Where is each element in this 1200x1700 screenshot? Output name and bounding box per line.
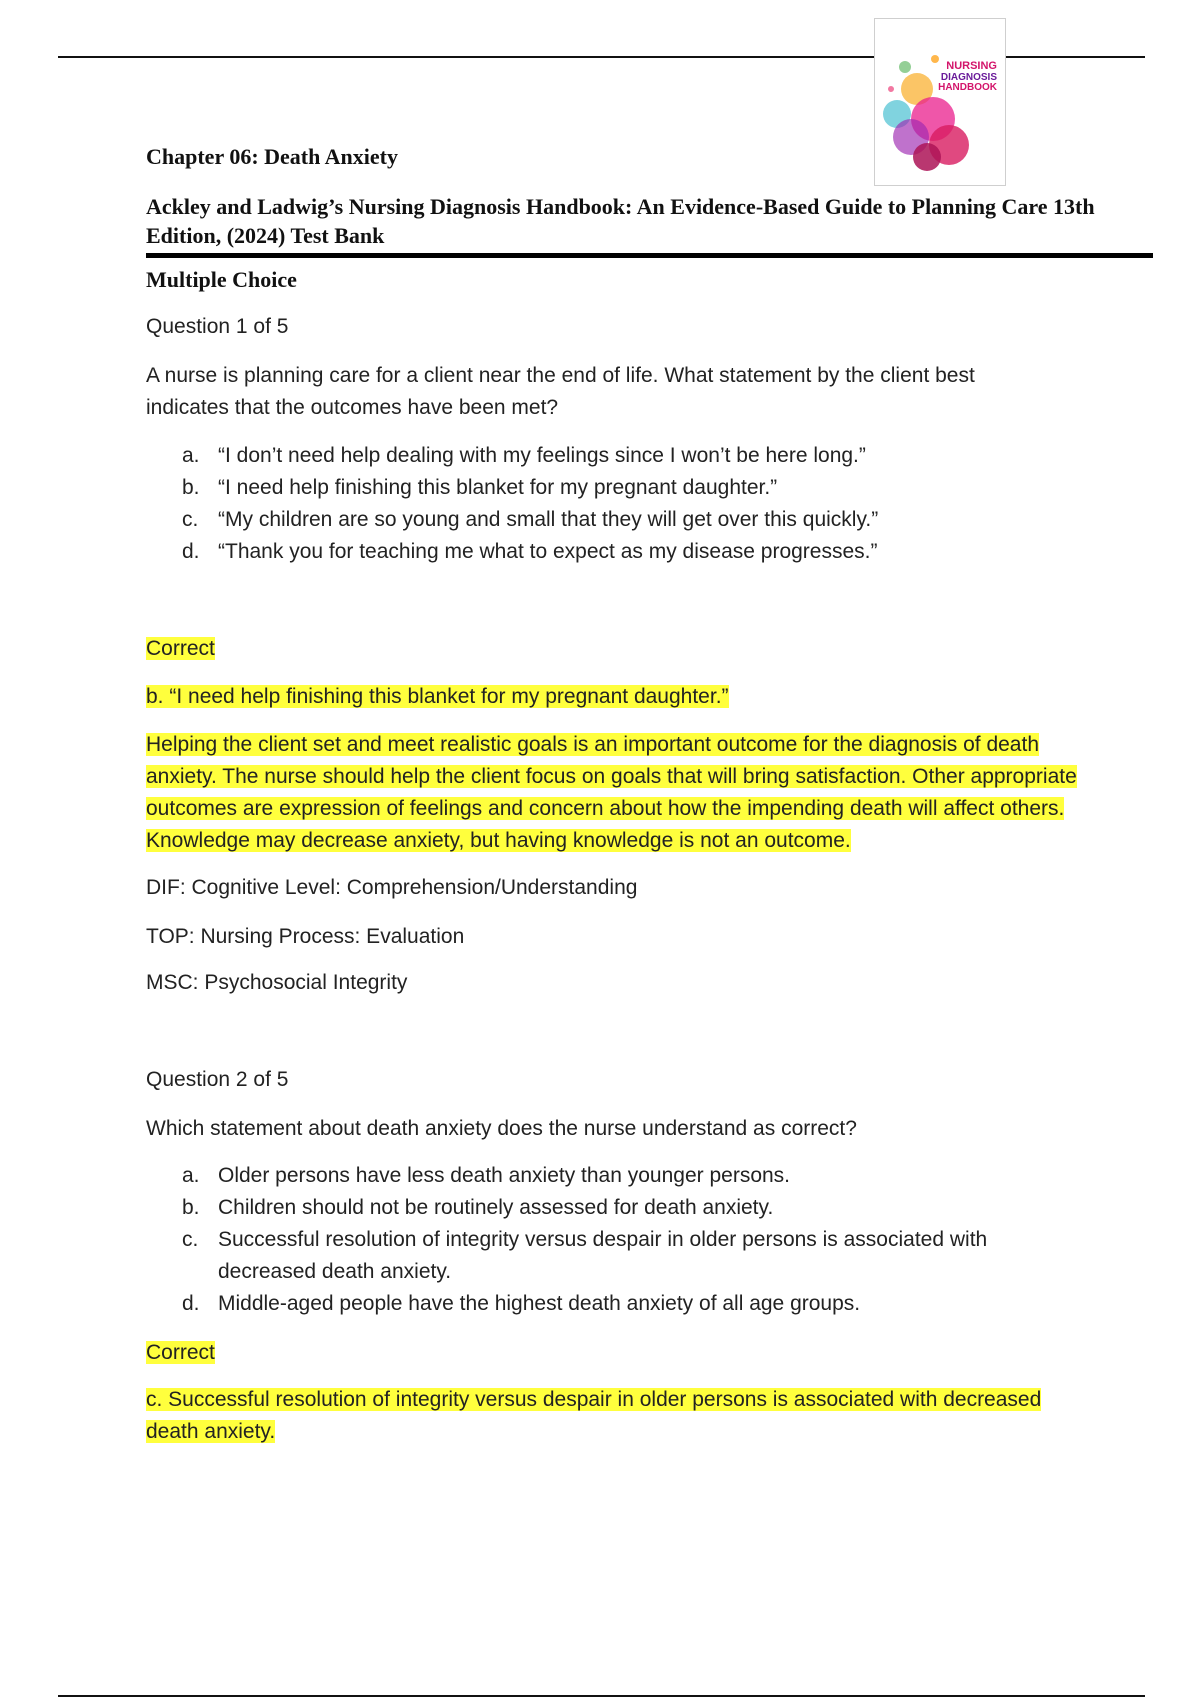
option-letter: c. <box>182 1228 199 1251</box>
rationale: Helping the client set and meet realistic goals is an important outcome for the diagnosis of death anxiety. The nurse should help the client focus on goals that will bring satisfaction. Other appropriate outcomes are expression of feelings and concern about how the impending death will affect others. Knowledge may decrease anxiety, but having knowledge is not an outcome. <box>146 733 1077 852</box>
question-2-label: Question 2 of 5 <box>146 1068 289 1091</box>
option-text: Middle-aged people have the highest death anxiety of all age groups. <box>218 1292 861 1315</box>
option-letter: b. <box>182 1196 200 1219</box>
option-letter: d. <box>182 540 200 563</box>
option-text: “Thank you for teaching me what to expect as my disease progresses.” <box>218 540 878 563</box>
msc-line: MSC: Psychosocial Integrity <box>146 971 408 994</box>
option-item <box>182 1224 1052 1288</box>
question-1-options <box>182 440 878 568</box>
correct-answer: c. Successful resolution of integrity versus despair in older persons is associated with decreased death anxiety. <box>146 1388 1042 1443</box>
option-letter: d. <box>182 1292 200 1315</box>
cover-title-line3: HANDBOOK <box>938 82 997 93</box>
option-letter: a. <box>182 444 200 467</box>
top-line: TOP: Nursing Process: Evaluation <box>146 925 465 948</box>
option-item <box>182 536 878 568</box>
option-item <box>182 440 878 472</box>
option-letter: b. <box>182 476 200 499</box>
question-1-label: Question 1 of 5 <box>146 315 289 338</box>
question-2-options <box>182 1160 1052 1320</box>
bottom-rule <box>58 1695 1145 1697</box>
flower-illustration <box>875 19 1006 186</box>
option-item <box>182 504 878 536</box>
book-title: Ackley and Ladwig’s Nursing Diagnosis Handbook: An Evidence-Based Guide to Planning Care 13th Edition, (2024) Test Bank <box>146 194 1095 248</box>
question-1-stem: A nurse is planning care for a client near the end of life. What statement by the client best indicates that the outcomes have been met? <box>146 364 975 419</box>
option-letter: c. <box>182 508 199 531</box>
correct-label: Correct <box>146 637 215 660</box>
cover-title-line2: DIAGNOSIS <box>940 72 997 83</box>
dif-line: DIF: Cognitive Level: Comprehension/Understanding <box>146 876 638 899</box>
option-item <box>182 1160 1052 1192</box>
option-text: Children should not be routinely assessed for death anxiety. <box>218 1196 774 1219</box>
option-text: Older persons have less death anxiety than younger persons. <box>218 1164 791 1187</box>
correct-answer: b. “I need help finishing this blanket for my pregnant daughter.” <box>146 685 729 708</box>
option-letter: a. <box>182 1164 200 1187</box>
book-cover-image <box>874 18 1006 186</box>
heading-divider <box>146 253 1153 258</box>
option-text: “I don’t need help dealing with my feelings since I won’t be here long.” <box>218 444 866 467</box>
option-item <box>182 1288 1052 1320</box>
option-item <box>182 472 878 504</box>
cover-title-line1: NURSING <box>946 60 997 72</box>
section-title: Multiple Choice <box>146 267 297 292</box>
option-text: “My children are so young and small that they will get over this quickly.” <box>218 508 879 531</box>
option-text: Successful resolution of integrity versus despair in older persons is associated with decreased death anxiety. <box>218 1228 988 1283</box>
option-text: “I need help finishing this blanket for my pregnant daughter.” <box>218 476 778 499</box>
option-item <box>182 1192 1052 1224</box>
chapter-title: Chapter 06: Death Anxiety <box>146 144 398 169</box>
question-2-stem: Which statement about death anxiety does the nurse understand as correct? <box>146 1117 857 1140</box>
correct-label: Correct <box>146 1341 215 1364</box>
